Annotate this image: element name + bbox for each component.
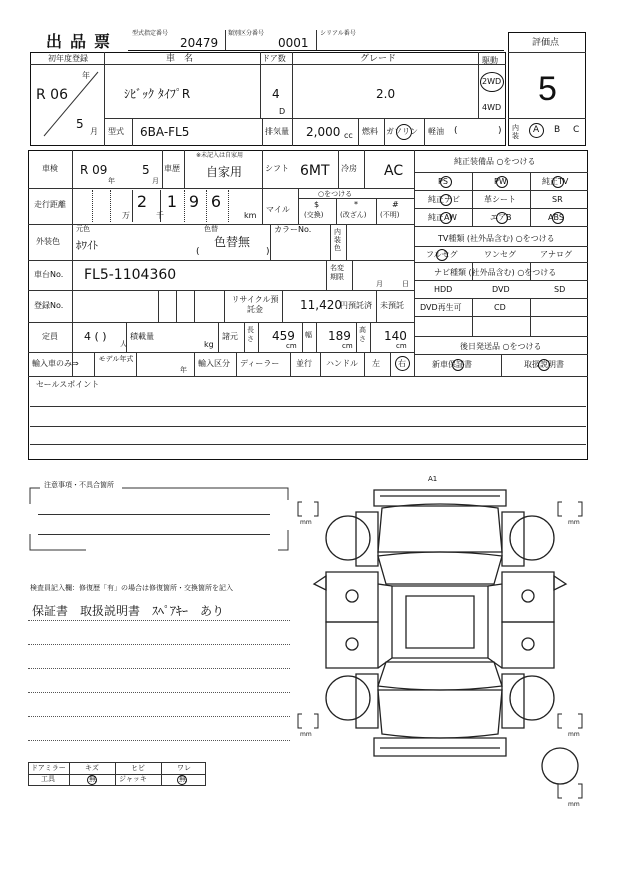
light-oil: 軽油 [428,127,444,136]
score-label: 評価点 [532,38,560,48]
model: 6BA-FL5 [140,125,190,139]
mm-rear-left: mm [300,731,312,738]
drive-label: 駆動 [482,56,498,65]
import-type-label: 輸入区分 [198,359,230,368]
color-no-label: カラーNo. [274,225,312,234]
type-no: 20479 [180,36,219,50]
history: 自家用 [206,165,243,179]
inspection-month: 5 [142,163,150,177]
capacity-label: 定員 [42,332,58,341]
mile-label: マイル [266,205,290,214]
inspection-label: 車検 [42,164,58,173]
inspector-text: 保証書 取扱説明書 ｽﾍﾟｱｷｰ あり [32,604,225,618]
mm-spare: mm [568,801,580,808]
inspection-era: R 09 [80,163,108,177]
doors: 4 [272,87,280,101]
car-name: ｼﾋﾞｯｸ ﾀｲﾌﾟR [124,87,191,101]
diagram-a1: A1 [428,475,438,483]
mm-rear-right: mm [568,731,580,738]
recycle-label: リサイクル預託金 [231,295,279,314]
interior-b: B [554,125,561,135]
width: 189 [328,329,351,343]
class-no-label: 類別区分番号 [228,30,265,37]
drive-4wd: 4WD [482,103,502,112]
class-no: 0001 [278,36,309,50]
caution-bracket [26,481,292,554]
doors-label: ドア数 [262,54,286,63]
capacity: 4 ( ) [84,330,107,343]
displacement: 2,000 [306,125,341,139]
shift-label: シフト [265,164,289,173]
mm-front-left: mm [300,519,312,526]
car-name-label: 車 名 [166,54,194,64]
reg-no-label: 登録No. [34,301,64,310]
chassis-label: 車台No. [34,270,64,279]
serial-label: シリアル番号 [320,30,356,37]
interior-a: A [533,125,540,135]
car-diagram [296,472,590,822]
color-name-label: 外装色 [36,237,60,246]
grade-label: グレード [360,54,397,64]
type-no-label: 型式指定番号 [132,30,169,37]
tool-table: ドアミラー キズ ヒビ ワレ 工具 無 ジャッキ 無 [28,762,206,786]
recycle-amount: 11,420 [300,298,342,312]
chassis-number: FL5-1104360 [84,267,177,283]
first-reg-month: 5 [76,117,84,131]
first-reg-label: 初年度登録 [48,54,88,63]
history-label: 車歴 [164,164,180,173]
fuel: ガソリン [386,127,418,136]
import-label: 輸入車のみ⇒ [32,359,79,368]
first-reg-era: R 06 [36,87,68,103]
equipment-panel: 純正装備品 ○をつける PS PW 純正TV 純正ナビ 革シート SR 純正AW エアB ABS TV種類 (社外品含む) ○をつける フルセグ ワンセグ アナログ ナビ種類 (社外品含む) ○をつける HDD DVD SD DVD再生可 CD 後日発送品 ○をつける 新車保証書 取扱説明書 [414,150,588,376]
inspector-note: 検査員記入欄：修復歴「有」の場合は修復箇所・交換箇所を記入 [30,584,233,592]
drive-2wd: 2WD [482,77,502,86]
height: 140 [384,329,407,343]
interior-label: 内装 [512,124,519,140]
length: 459 [272,329,295,343]
displacement-label: 排気量 [265,127,289,136]
cooling-label: 冷房 [341,164,357,173]
page-title: 出品票 [46,32,119,51]
mm-front-right: mm [568,519,580,526]
handle-right: 右 [398,359,406,368]
caution-label: 注意事項・不具合箇所 [44,481,114,489]
model-label: 型式 [108,127,124,136]
exterior-color: ﾎﾜｲﾄ [76,239,98,252]
grade: 2.0 [376,87,396,101]
shift: 6MT [300,163,330,179]
score-value: 5 [538,70,557,108]
dim-label: 諸元 [222,332,238,341]
handle-label: ハンドル [326,359,358,368]
interior-c: C [573,125,580,135]
load-label: 積載量 [130,332,154,341]
sales-point-label: セールスポイント [36,380,100,389]
repaint: 色替無 [214,235,251,249]
fuel-label: 燃料 [362,127,378,136]
cooling: AC [384,163,404,179]
mileage-label: 走行距離 [34,200,66,209]
